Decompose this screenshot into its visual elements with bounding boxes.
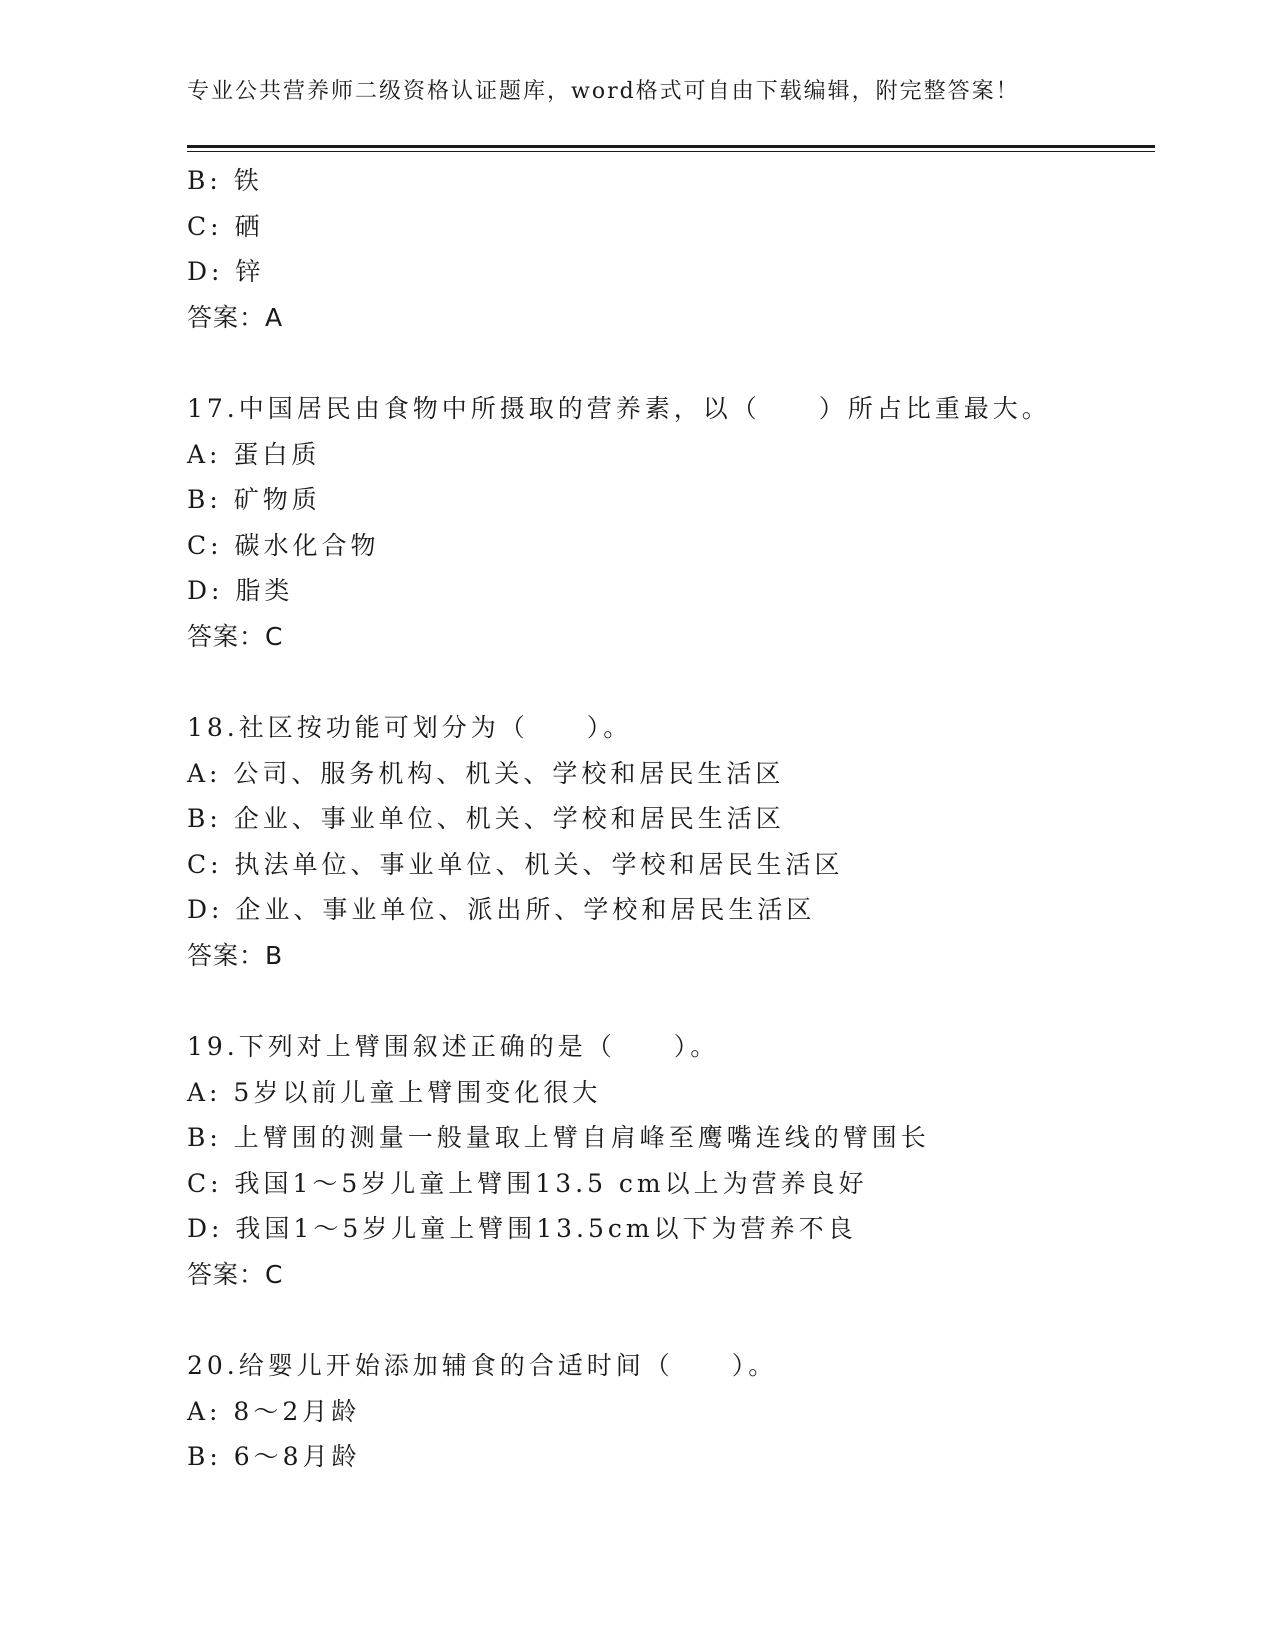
option-c: C: 硒	[187, 211, 264, 241]
question-19	[187, 1024, 1155, 1297]
continued-question	[187, 158, 1155, 340]
option-b: B: 铁	[187, 166, 263, 195]
option-a: A: 蛋白质	[187, 439, 321, 469]
option-c: C: 我国1～5岁儿童上臂围13.5 cm以上为营养良好	[187, 1168, 868, 1198]
option-d: D: 锌	[187, 257, 265, 286]
option-d: D: 企业、事业单位、派出所、学校和居民生活区	[187, 895, 816, 924]
header-rule-thick	[187, 145, 1155, 148]
answer-line: 答案：A	[187, 302, 284, 332]
option-d: D: 脂类	[187, 576, 294, 605]
option-a: A: 8～2月龄	[187, 1396, 361, 1426]
question-stem: 20.给婴儿开始添加辅食的合适时间（ ）。	[187, 1351, 778, 1380]
option-b: B: 上臂围的测量一般量取上臂自肩峰至鹰嘴连线的臂围长	[187, 1123, 930, 1152]
answer-line: 答案：C	[187, 621, 284, 651]
header-rule-thin	[187, 151, 1155, 152]
option-c: C: 执法单位、事业单位、机关、学校和居民生活区	[187, 849, 844, 879]
question-stem: 18.社区按功能可划分为（ ）。	[187, 713, 633, 742]
option-a: A: 5岁以前儿童上臂围变化很大	[187, 1077, 602, 1107]
question-stem: 17.中国居民由食物中所摄取的营养素，以（ ）所占比重最大。	[187, 394, 1051, 423]
question-list	[187, 158, 1155, 1480]
question-20	[187, 1343, 1155, 1480]
answer-line: 答案：B	[187, 940, 284, 970]
question-17	[187, 386, 1155, 659]
answer-line: 答案：C	[187, 1259, 284, 1289]
option-b: B: 矿物质	[187, 485, 321, 514]
option-a: A: 公司、服务机构、机关、学校和居民生活区	[187, 758, 785, 788]
page-header: 专业公共营养师二级资格认证题库，word格式可自由下载编辑，附完整答案！	[187, 79, 1020, 104]
option-d: D: 我国1～5岁儿童上臂围13.5cm以下为营养不良	[187, 1214, 857, 1243]
option-b: B: 企业、事业单位、机关、学校和居民生活区	[187, 804, 785, 833]
question-18	[187, 705, 1155, 978]
option-b: B: 6～8月龄	[187, 1442, 361, 1471]
question-stem: 19.下列对上臂围叙述正确的是（ ）。	[187, 1032, 720, 1061]
option-c: C: 碳水化合物	[187, 530, 380, 560]
